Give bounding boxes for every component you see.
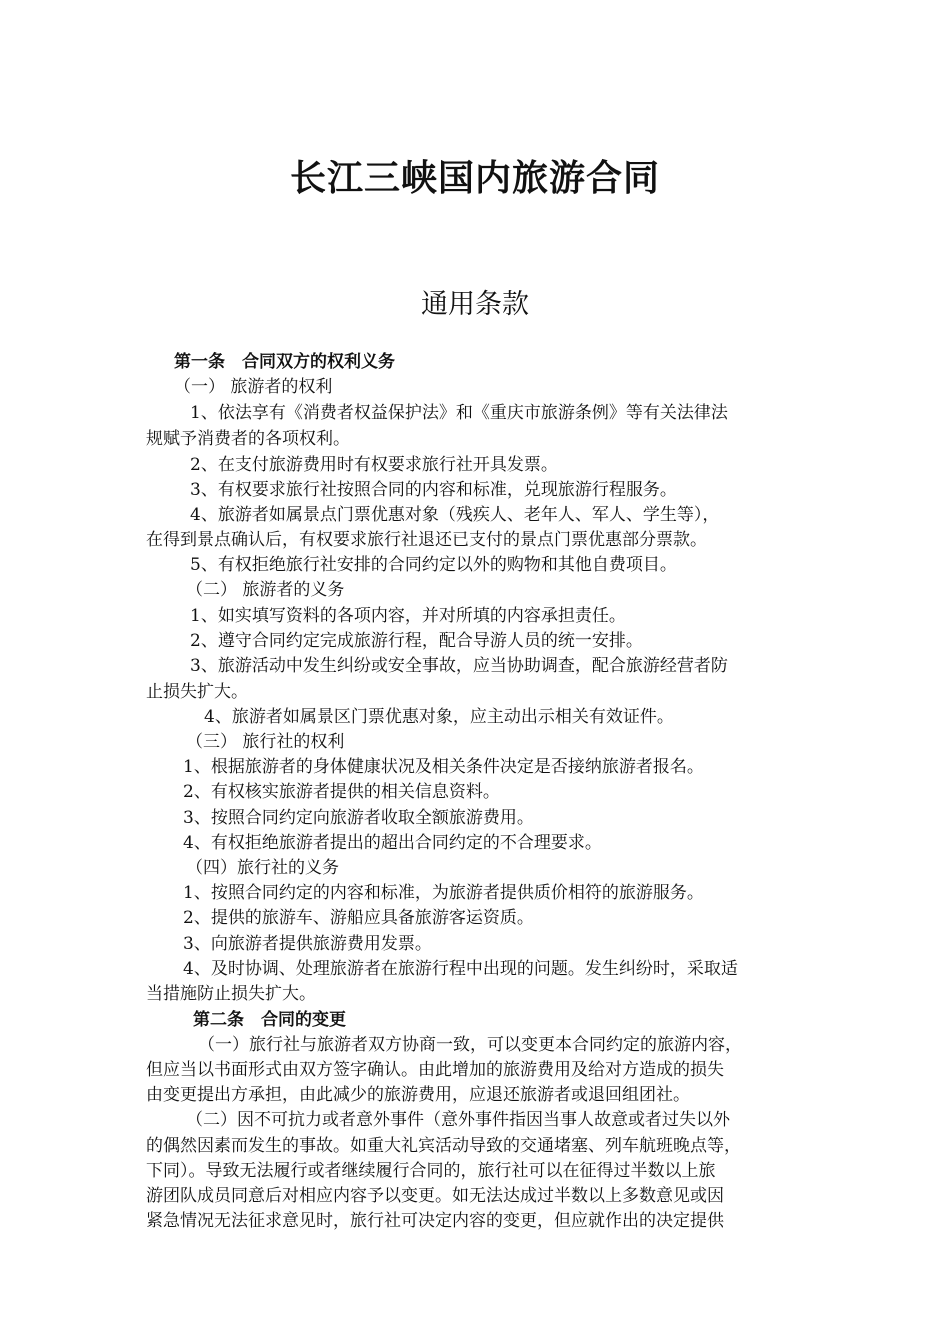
section-heading: （三） 旅行社的权利 xyxy=(186,732,345,752)
paragraph-line: 3、按照合同约定向旅游者收取全额旅游费用。 xyxy=(183,808,534,828)
paragraph-line: 2、在支付旅游费用时有权要求旅行社开具发票。 xyxy=(190,455,558,475)
paragraph-line: 2、有权核实旅游者提供的相关信息资料。 xyxy=(183,782,500,802)
paragraph-line: （一）旅行社与旅游者双方协商一致，可以变更本合同约定的旅游内容， xyxy=(198,1035,742,1055)
paragraph-line: 3、向旅游者提供旅游费用发票。 xyxy=(183,934,432,954)
paragraph-line: （二）因不可抗力或者意外事件（意外事件指因当事人故意或者过失以外 xyxy=(186,1110,730,1130)
paragraph-line: 3、有权要求旅行社按照合同的内容和标准，兑现旅游行程服务。 xyxy=(190,480,677,500)
paragraph-line: 当措施防止损失扩大。 xyxy=(146,984,316,1004)
paragraph-line: 但应当以书面形式由双方签字确认。由此增加的旅游费用及给对方造成的损失 xyxy=(146,1060,724,1080)
paragraph-line: 4、旅游者如属景点门票优惠对象（残疾人、老年人、军人、学生等）， xyxy=(190,505,720,525)
paragraph-line: 游团队成员同意后对相应内容予以变更。如无法达成过半数以上多数意见或因 xyxy=(146,1186,724,1206)
section-heading: （四）旅行社的义务 xyxy=(186,858,339,878)
section-heading: （二） 旅游者的义务 xyxy=(186,580,345,600)
paragraph-line: 4、及时协调、处理旅游者在旅游行程中出现的问题。发生纠纷时，采取适 xyxy=(183,959,738,979)
paragraph-line: 由变更提出方承担，由此减少的旅游费用，应退还旅游者或退回组团社。 xyxy=(146,1085,690,1105)
section-heading: （一） 旅游者的权利 xyxy=(174,377,333,397)
paragraph-line: 在得到景点确认后，有权要求旅行社退还已支付的景点门票优惠部分票款。 xyxy=(146,530,707,550)
paragraph-line: 1、依法享有《消费者权益保护法》和《重庆市旅游条例》等有关法律法 xyxy=(190,403,728,423)
paragraph-line: 1、根据旅游者的身体健康状况及相关条件决定是否接纳旅游者报名。 xyxy=(183,757,704,777)
paragraph-line: 规赋予消费者的各项权利。 xyxy=(146,429,350,449)
document-subtitle: 通用条款 xyxy=(421,289,529,320)
paragraph-line: 下同）。导致无法履行或者继续履行合同的，旅行社可以在征得过半数以上旅 xyxy=(146,1161,716,1181)
paragraph-line: 1、如实填写资料的各项内容，并对所填的内容承担责任。 xyxy=(190,606,626,626)
paragraph-line: 2、遵守合同约定完成旅游行程，配合导游人员的统一安排。 xyxy=(190,631,643,651)
article-heading: 第二条 合同的变更 xyxy=(193,1010,346,1030)
paragraph-line: 的偶然因素而发生的事故。如重大礼宾活动导致的交通堵塞、列车航班晚点等， xyxy=(146,1136,741,1156)
document-title: 长江三峡国内旅游合同 xyxy=(289,158,660,199)
paragraph-line: 3、旅游活动中发生纠纷或安全事故，应当协助调查，配合旅游经营者防 xyxy=(190,656,728,676)
paragraph-line: 止损失扩大。 xyxy=(146,682,248,702)
article-heading: 第一条 合同双方的权利义务 xyxy=(174,352,395,372)
paragraph-line: 2、提供的旅游车、游船应具备旅游客运资质。 xyxy=(183,908,534,928)
paragraph-line: 紧急情况无法征求意见时，旅行社可决定内容的变更，但应就作出的决定提供 xyxy=(146,1211,724,1231)
paragraph-line: 4、有权拒绝旅游者提出的超出合同约定的不合理要求。 xyxy=(183,833,602,853)
paragraph-line: 1、按照合同约定的内容和标准，为旅游者提供质价相符的旅游服务。 xyxy=(183,883,704,903)
paragraph-line: 5、有权拒绝旅行社安排的合同约定以外的购物和其他自费项目。 xyxy=(190,555,677,575)
paragraph-line: 4、旅游者如属景区门票优惠对象，应主动出示相关有效证件。 xyxy=(204,707,674,727)
